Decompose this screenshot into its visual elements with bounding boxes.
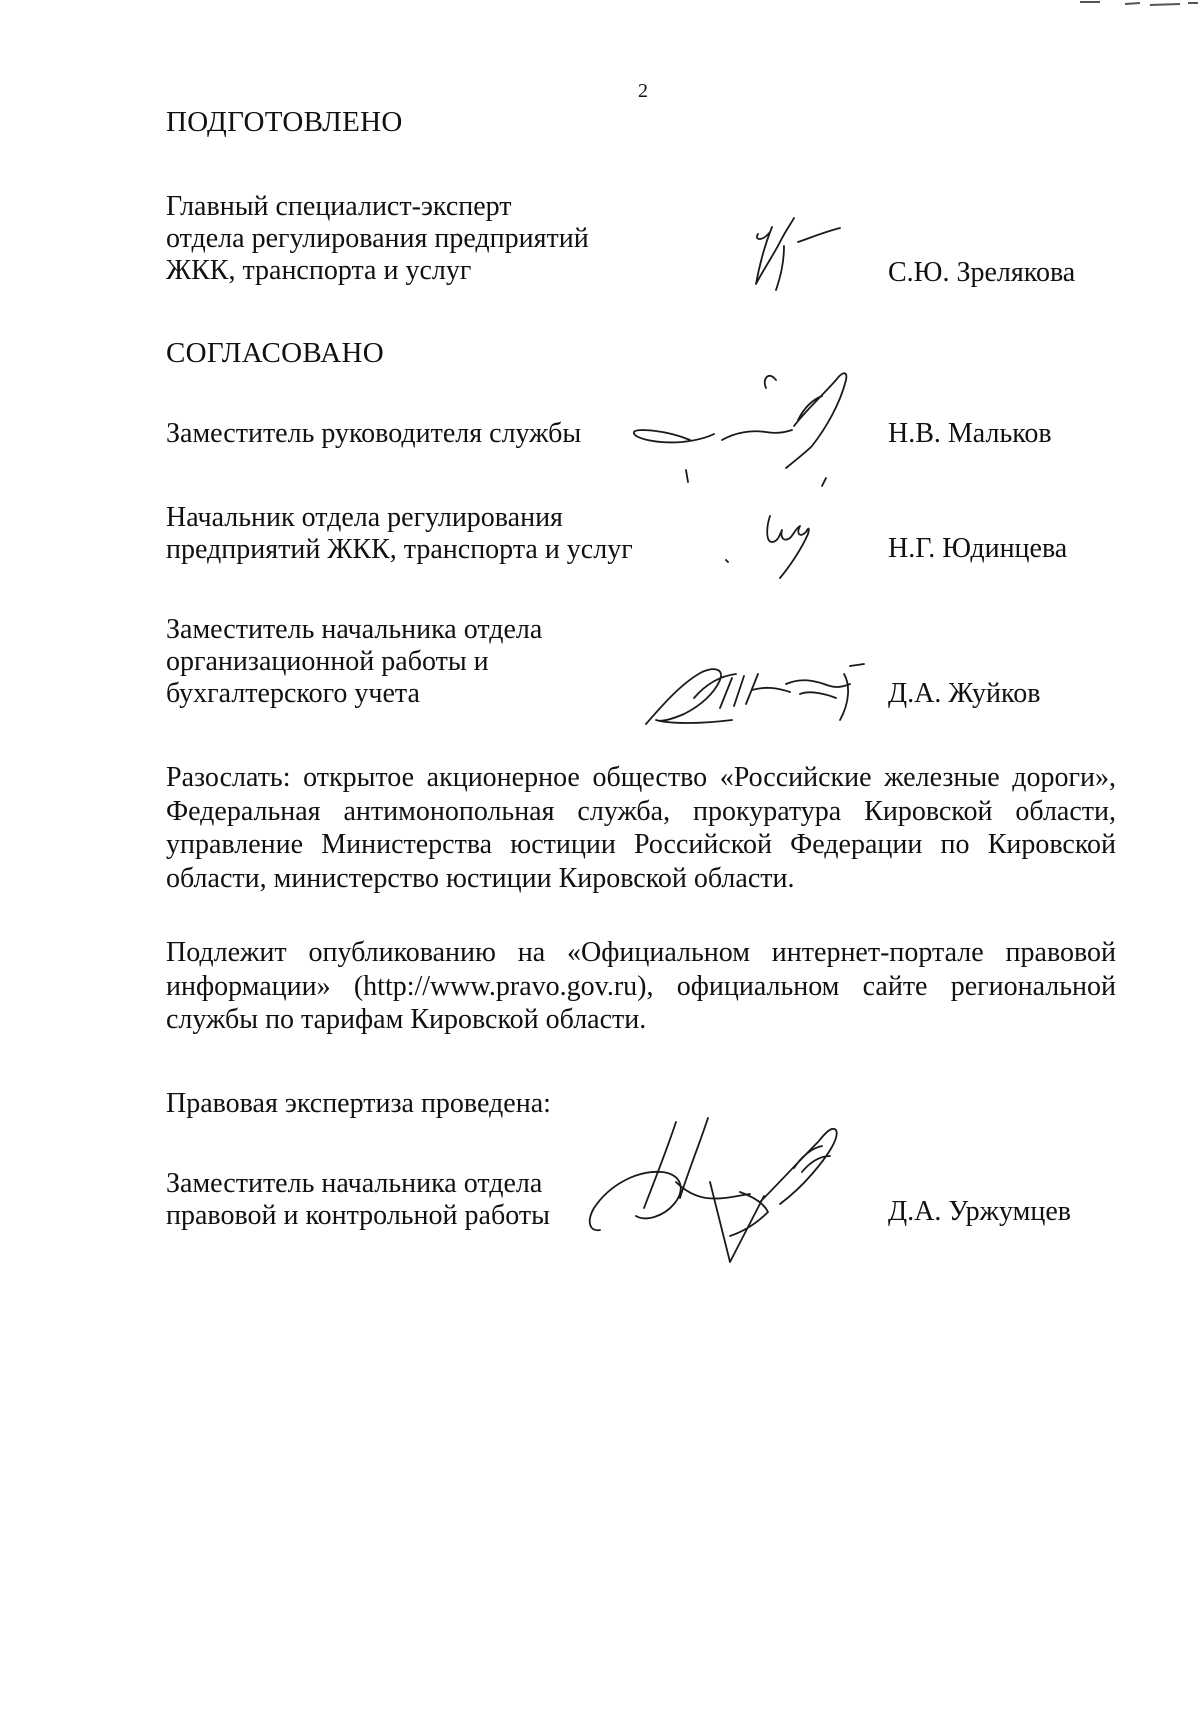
agreed-position-line: предприятий ЖКК, транспорта и услуг <box>166 534 633 565</box>
distribution-line: Разослать: открытое акционерное общество «Российские железные дороги», <box>166 762 1116 793</box>
publication-line: информации» (http://www.pravo.gov.ru), официальном сайте региональной <box>166 970 1116 1002</box>
signature-yudintseva <box>720 508 830 588</box>
signature-zrelyakova <box>740 212 850 302</box>
signature-urzhumtsev <box>580 1112 870 1272</box>
agreed-name-1: Н.Г. Юдинцева <box>888 533 1068 564</box>
agreed-position-2 <box>166 614 542 710</box>
distribution-paragraph <box>166 761 1116 895</box>
agreed-heading: СОГЛАСОВАНО <box>166 337 384 369</box>
agreed-position-line: Начальник отдела регулирования <box>166 502 563 533</box>
prepared-position-line: Главный специалист-эксперт <box>166 191 512 222</box>
distribution-line: управление Министерства юстиции Российской Федерации по Кировской <box>166 829 1116 860</box>
distribution-line: Федеральная антимонопольная служба, прокуратура Кировской области, <box>166 795 1116 827</box>
agreed-position-line: Заместитель начальника отдела <box>166 614 543 645</box>
legal-review-position-line: правовой и контрольной работы <box>166 1200 550 1231</box>
agreed-position-line: Заместитель руководителя службы <box>166 418 582 449</box>
prepared-heading: ПОДГОТОВЛЕНО <box>166 106 403 138</box>
scan-edge-mark <box>1040 0 1200 8</box>
prepared-position-line: отдела регулирования предприятий <box>166 223 589 254</box>
agreed-position-line: бухгалтерского учета <box>166 678 420 709</box>
publication-paragraph <box>166 936 1116 1037</box>
signature-malkov <box>626 360 886 490</box>
agreed-position-1 <box>166 502 633 566</box>
agreed-name-2: Д.А. Жуйков <box>888 678 1041 709</box>
publication-line: службы по тарифам Кировской области. <box>166 1004 647 1035</box>
legal-review-name: Д.А. Уржумцев <box>888 1196 1072 1227</box>
signature-zhuykov <box>640 654 880 734</box>
agreed-position-0 <box>166 418 581 450</box>
legal-review-position <box>166 1168 550 1232</box>
agreed-position-line: организационной работы и <box>166 646 489 677</box>
prepared-position <box>166 191 589 287</box>
publication-line: Подлежит опубликованию на «Официальном интернет-портале правовой <box>166 937 1116 968</box>
prepared-name: С.Ю. Зрелякова <box>888 257 1076 288</box>
agreed-name-0: Н.В. Мальков <box>888 418 1052 449</box>
page-number: 2 <box>638 80 648 102</box>
distribution-line: области, министерство юстиции Кировской области. <box>166 862 795 894</box>
prepared-position-line: ЖКК, транспорта и услуг <box>166 255 472 286</box>
legal-review-position-line: Заместитель начальника отдела <box>166 1168 543 1199</box>
legal-review-heading: Правовая экспертиза проведена: <box>166 1088 551 1119</box>
